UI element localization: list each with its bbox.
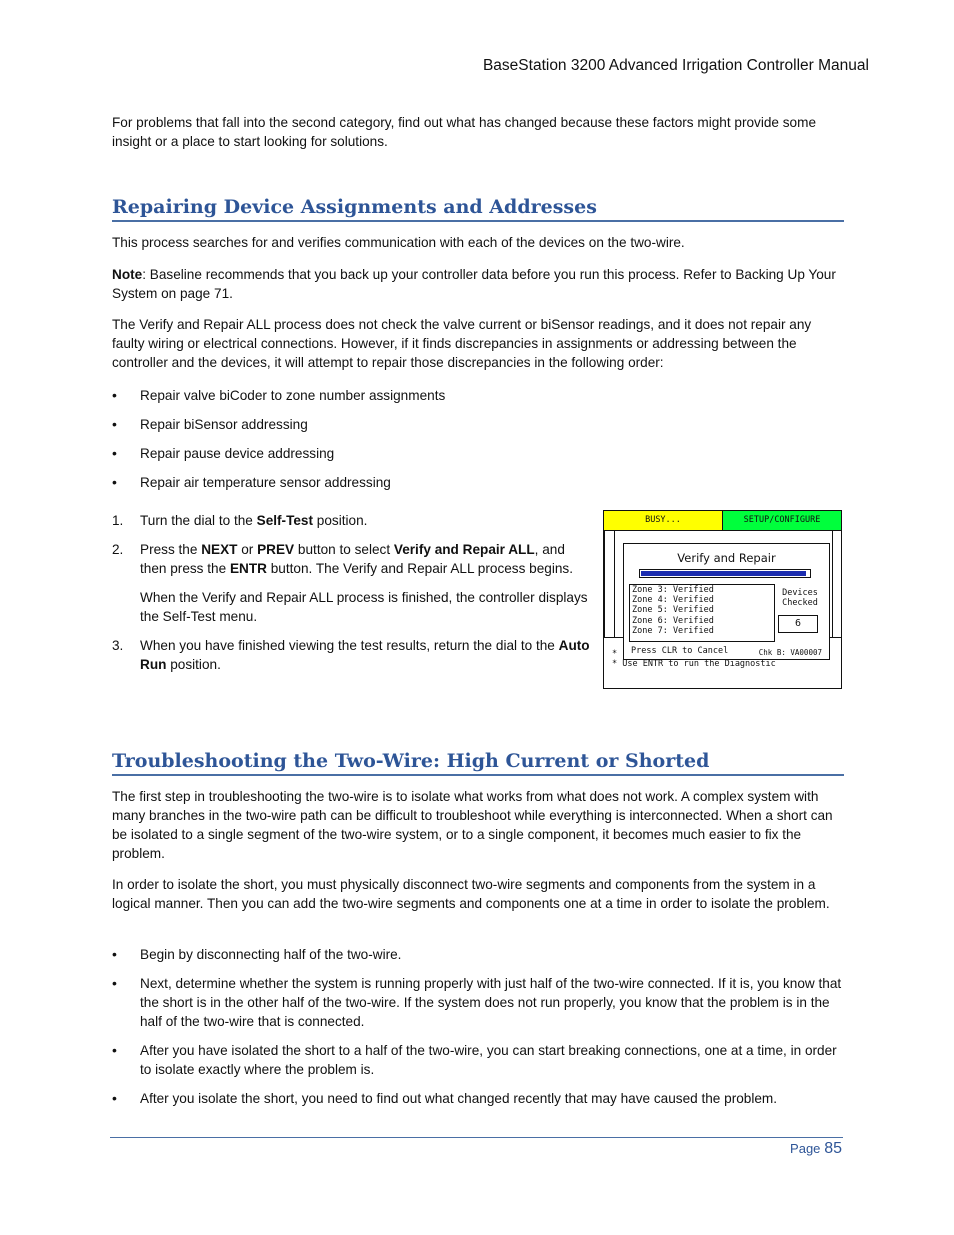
section2-paragraph-2: In order to isolate the short, you must physically disconnect two-wire segments and components from the system in a logical manner. Then you can add the two-wire segments and components one at a time in order to isolate the problem.: [112, 877, 830, 911]
devices-label-line: Devices: [782, 588, 818, 598]
screen-divider: [829, 637, 841, 638]
step-text: , and then press the: [140, 542, 565, 576]
screen-divider: [614, 531, 615, 637]
screen-divider: [832, 531, 833, 637]
status-busy: BUSY...: [604, 511, 723, 531]
list-item: Zone 3: Verified: [632, 585, 714, 595]
step-text: When you have finished viewing the test results, return the dial to the: [140, 638, 559, 653]
step-keyword: NEXT: [201, 542, 238, 557]
list-item: • Repair air temperature sensor addressing: [112, 473, 842, 492]
intro-paragraph: For problems that fall into the second category, find out what has changed because these factors might provide some insight or a place to start looking for solutions.: [112, 115, 817, 149]
diagnostic-hint: * Use ENTR to run the Diagnostic: [612, 659, 776, 669]
step-text: button to select: [294, 542, 394, 557]
step-number: 2.: [112, 542, 124, 557]
step-2: [112, 540, 590, 626]
step-text: button. The Verify and Repair ALL process begins.: [266, 561, 574, 576]
footer-rule: [110, 1137, 843, 1138]
step-text: or: [237, 542, 258, 557]
step-keyword: PREV: [257, 542, 295, 557]
devices-checked-count: 6: [778, 615, 818, 633]
page-label: Page: [790, 1141, 821, 1156]
list-item: Zone 7: Verified: [632, 625, 714, 636]
step-3: [112, 636, 590, 674]
isolation-steps-list: [112, 945, 842, 1118]
page-number: [790, 1140, 842, 1158]
status-setup-configure: SETUP/CONFIGURE: [723, 511, 841, 531]
zone-status-list: [629, 584, 775, 642]
list-item: • Repair pause device addressing: [112, 444, 842, 463]
list-item: • After you isolate the short, you need to find out what changed recently that may have caused the problem.: [112, 1089, 842, 1108]
list-item: • Begin by disconnecting half of the two-wire.: [112, 945, 842, 964]
note-label: Note: [112, 267, 143, 282]
list-item: • Repair biSensor addressing: [112, 415, 842, 434]
step-text: Press the: [140, 542, 202, 557]
section1-paragraph-1: This process searches for and verifies communication with each of the devices on the two-wire.: [112, 235, 685, 250]
devices-label-line: Checked: [782, 598, 818, 608]
progress-bar: [639, 569, 811, 578]
repair-order-list: [112, 386, 842, 502]
section-title-troubleshooting: Troubleshooting the Two-Wire: High Current or Shorted: [112, 750, 844, 776]
step-1: [112, 511, 590, 530]
step-keyword: Auto Run: [140, 638, 590, 672]
list-item: • Next, determine whether the system is running properly with just half of the two-wire connected. If it is, you know that the short is in the other half of the two-wire. If the system does not run properly, you know that the problem is in the half of the two-wire that is connected.: [112, 974, 842, 1031]
step-text: Turn the dial to the: [140, 513, 257, 528]
step-text: position.: [313, 513, 368, 528]
list-item: Zone 4: Verified: [632, 595, 714, 606]
footer-asterisk: *: [612, 649, 618, 659]
section1-paragraph-3: The Verify and Repair ALL process does not check the valve current or biSensor readings, and it does not repair any faulty wiring or electrical connections. However, if it finds discrepancies in assignments or addressing between the controller and the devices, it will attempt to repair those discrepancies in the following order:: [112, 317, 812, 370]
note-text: : Baseline recommends that you back up your controller data before you run this process. Refer to Backing Up Your System on page 71.: [112, 267, 836, 301]
section2-paragraph-1: The first step in troubleshooting the two-wire is to isolate what works from what does not work. A complex system with many branches in the two-wire path can be difficult to troubleshoot while everything is interconnected. When a short can be isolated to a single segment of the two-wire system, or to a single component, it becomes much easier to fix the problem.: [112, 789, 833, 861]
check-status: Chk B: VA00007: [758, 648, 822, 657]
dialog-title: Verify and Repair: [677, 551, 776, 565]
step-keyword: Self-Test: [256, 513, 314, 528]
list-item: Zone 6: Verified: [632, 615, 714, 626]
controller-screen: [603, 510, 842, 689]
running-header: BaseStation 3200 Advanced Irrigation Controller Manual: [482, 57, 869, 74]
step-number: 3.: [112, 638, 124, 653]
step-number: 1.: [112, 513, 124, 528]
section-title-repairing: Repairing Device Assignments and Addresses: [112, 196, 844, 222]
cancel-hint: Press CLR to Cancel: [631, 646, 729, 656]
list-item: Zone 5: Verified: [632, 605, 714, 616]
procedure-steps: [112, 511, 590, 684]
step-keyword: Verify and Repair ALL: [393, 542, 535, 557]
progress-fill: [641, 571, 806, 576]
step-text: position.: [166, 657, 221, 672]
note-paragraph: [112, 265, 842, 303]
devices-checked-label: [774, 588, 826, 608]
page-number-value: 85: [824, 1140, 842, 1157]
screen-divider: [604, 531, 605, 637]
screen-divider: [604, 637, 623, 638]
list-item: • Repair valve biCoder to zone number assignments: [112, 386, 842, 405]
list-item: • After you have isolated the short to a half of the two-wire, you can start breaking connections, one at a time, in order to isolate exactly where the problem is.: [112, 1041, 842, 1079]
step-keyword: ENTR: [229, 561, 267, 576]
step-2-subparagraph: When the Verify and Repair ALL process is finished, the controller displays the Self-Test menu.: [140, 590, 588, 624]
verify-repair-dialog: [623, 543, 830, 660]
